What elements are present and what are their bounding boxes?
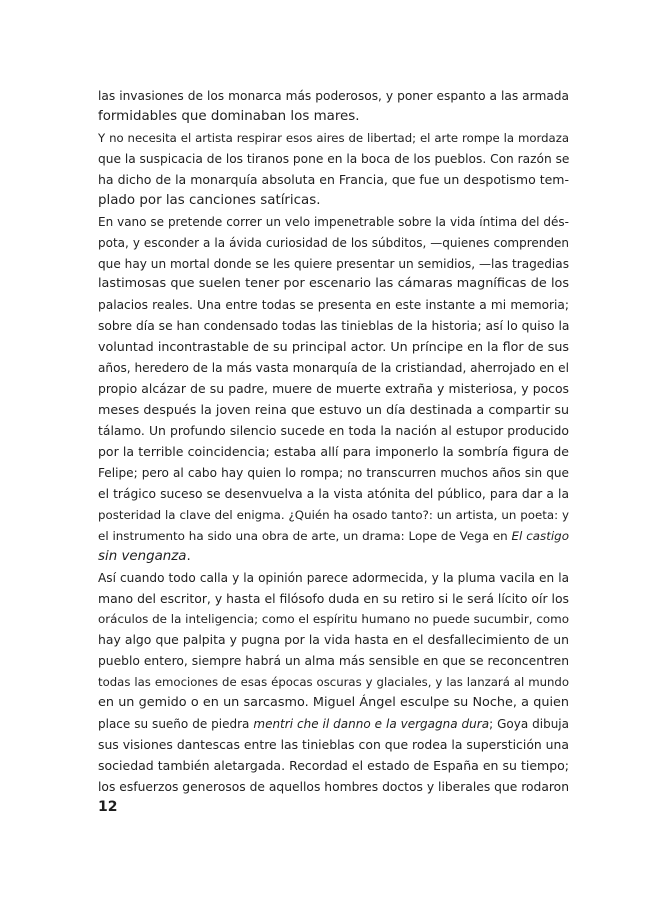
text-line-content: los esfuerzos generosos de aquellos hombres doctos y liberales que rodaron (98, 779, 569, 794)
text-line (98, 295, 569, 316)
text-line (98, 400, 569, 421)
text-line-tail: ; Goya dibuja (489, 717, 569, 732)
text-line-content: lastimosas que suelen tener por escenario las cámaras magníficas de los (98, 276, 569, 292)
text-line-content: sociedad también aletargada. Recordad el estado de España en su tiempo; (98, 758, 569, 773)
text-line-content: que hay un mortal donde se les quiere presentar un semidios, —las tragedias (98, 256, 569, 271)
text-line (98, 526, 569, 547)
text-line-content: pueblo entero, siempre habrá un alma más sensible en que se reconcentren (98, 654, 569, 669)
text-line-content: meses después la joven reina que estuvo un día destinada a compartir su (98, 402, 569, 418)
text-line (98, 128, 569, 149)
text-line-content: hay algo que palpita y pugna por la vida hasta en el desfallecimiento de un (98, 632, 569, 648)
text-line-content: el trágico suceso se desenvuelva a la vista atónita del público, para dar a la (98, 486, 569, 501)
text-line-content: oráculos de la inteligencia; como el espíritu humano no puede sucumbir, como (98, 612, 569, 627)
text-line (98, 609, 569, 630)
text-line-content: mano del escritor, y hasta el filósofo duda en su retiro si le será lícito oír los (98, 590, 569, 606)
text-line-content: Así cuando todo calla y la opinión parece adormecida, y la pluma vacila en la (98, 570, 569, 585)
text-line (98, 714, 569, 735)
text-line-content: ha dicho de la monarquía absoluta en Francia, que fue un despotismo tem- (98, 171, 569, 187)
text-line (98, 651, 569, 672)
text-line-content: las invasiones de los monarca más poderosos, y poner espanto a las armada (98, 89, 569, 103)
italic-title: sin venganza (98, 548, 187, 564)
text-line-content: palacios reales. Una entre todas se presenta en este instante a mi memoria; (98, 298, 569, 313)
text-line (98, 212, 569, 233)
text-line-content: place su sueño de piedra (98, 717, 254, 732)
text-line-content: sobre día se han condensado todas las tinieblas de la historia; así lo quiso la (98, 319, 570, 334)
italic-title: El castigo (511, 528, 569, 543)
text-line (98, 589, 569, 610)
body-text (98, 86, 569, 798)
text-line-content: todas las emociones de esas épocas oscuras y glaciales, y las lanzará al mundo (98, 675, 569, 690)
text-line (98, 735, 569, 756)
text-line-content: formidables que dominaban los mares. (98, 108, 360, 124)
text-line-content: En vano se pretende correr un velo impenetrable sobre la vida íntima del dés- (98, 214, 569, 229)
text-line (98, 484, 569, 505)
text-line (98, 777, 569, 798)
text-line-content: por la terrible coincidencia; estaba allí para imponerlo la sombría figura de (98, 443, 569, 459)
text-line (98, 693, 569, 714)
text-line (98, 463, 569, 484)
text-line (98, 274, 569, 295)
text-line (98, 170, 569, 191)
text-line-content: el instrumento ha sido una obra de arte, un drama: Lope de Vega en (98, 528, 512, 543)
text-line (98, 756, 569, 777)
text-line (98, 149, 569, 170)
text-line-tail: . (186, 548, 191, 564)
text-line (98, 630, 569, 651)
text-line-content: Y no necesita el artista respirar esos aires de libertad; el arte rompe la mordaza (98, 130, 569, 145)
text-line (98, 505, 569, 526)
italic-title: mentri che il danno e la vergagna dura (253, 717, 490, 732)
text-line-content: en un gemido o en un sarcasmo. Miguel Ángel esculpe su Noche, a quien (98, 695, 569, 711)
text-line-content: que la suspicacia de los tiranos pone en la boca de los pueblos. Con razón se (98, 151, 570, 166)
text-line (98, 254, 569, 275)
text-line-content: plado por las canciones satíricas. (98, 192, 321, 208)
text-line (98, 191, 569, 212)
text-line (98, 547, 569, 568)
text-line-content: posteridad la clave del enigma. ¿Quién ha osado tanto?: un artista, un poeta: y (98, 507, 569, 522)
text-line (98, 358, 569, 379)
text-line (98, 421, 569, 442)
text-line-content: años, heredero de la más vasta monarquía de la cristiandad, aherrojado en el (98, 361, 569, 376)
text-line-content: sus visiones dantescas entre las tinieblas con que rodea la superstición una (98, 737, 569, 753)
page-number: 12 (98, 799, 118, 815)
text-line (98, 672, 569, 693)
text-line-content: propio alcázar de su padre, muere de muerte extraña y misteriosa, y pocos (98, 381, 569, 397)
text-line (98, 337, 569, 358)
text-line (98, 107, 569, 128)
text-line-content: pota, y esconder a la ávida curiosidad de los súbditos, —quienes comprenden (98, 235, 569, 250)
text-line-content: tálamo. Un profundo silencio sucede en toda la nación al estupor producido (98, 423, 569, 438)
text-line (98, 379, 569, 400)
text-line (98, 568, 569, 589)
text-line-content: Felipe; pero al cabo hay quien lo rompa; no transcurren muchos años sin que (98, 465, 569, 480)
text-line (98, 442, 569, 463)
text-line-content: voluntad incontrastable de su principal actor. Un príncipe en la flor de sus (98, 339, 569, 355)
text-line (98, 316, 569, 337)
text-line (98, 86, 569, 107)
text-line (98, 233, 569, 254)
